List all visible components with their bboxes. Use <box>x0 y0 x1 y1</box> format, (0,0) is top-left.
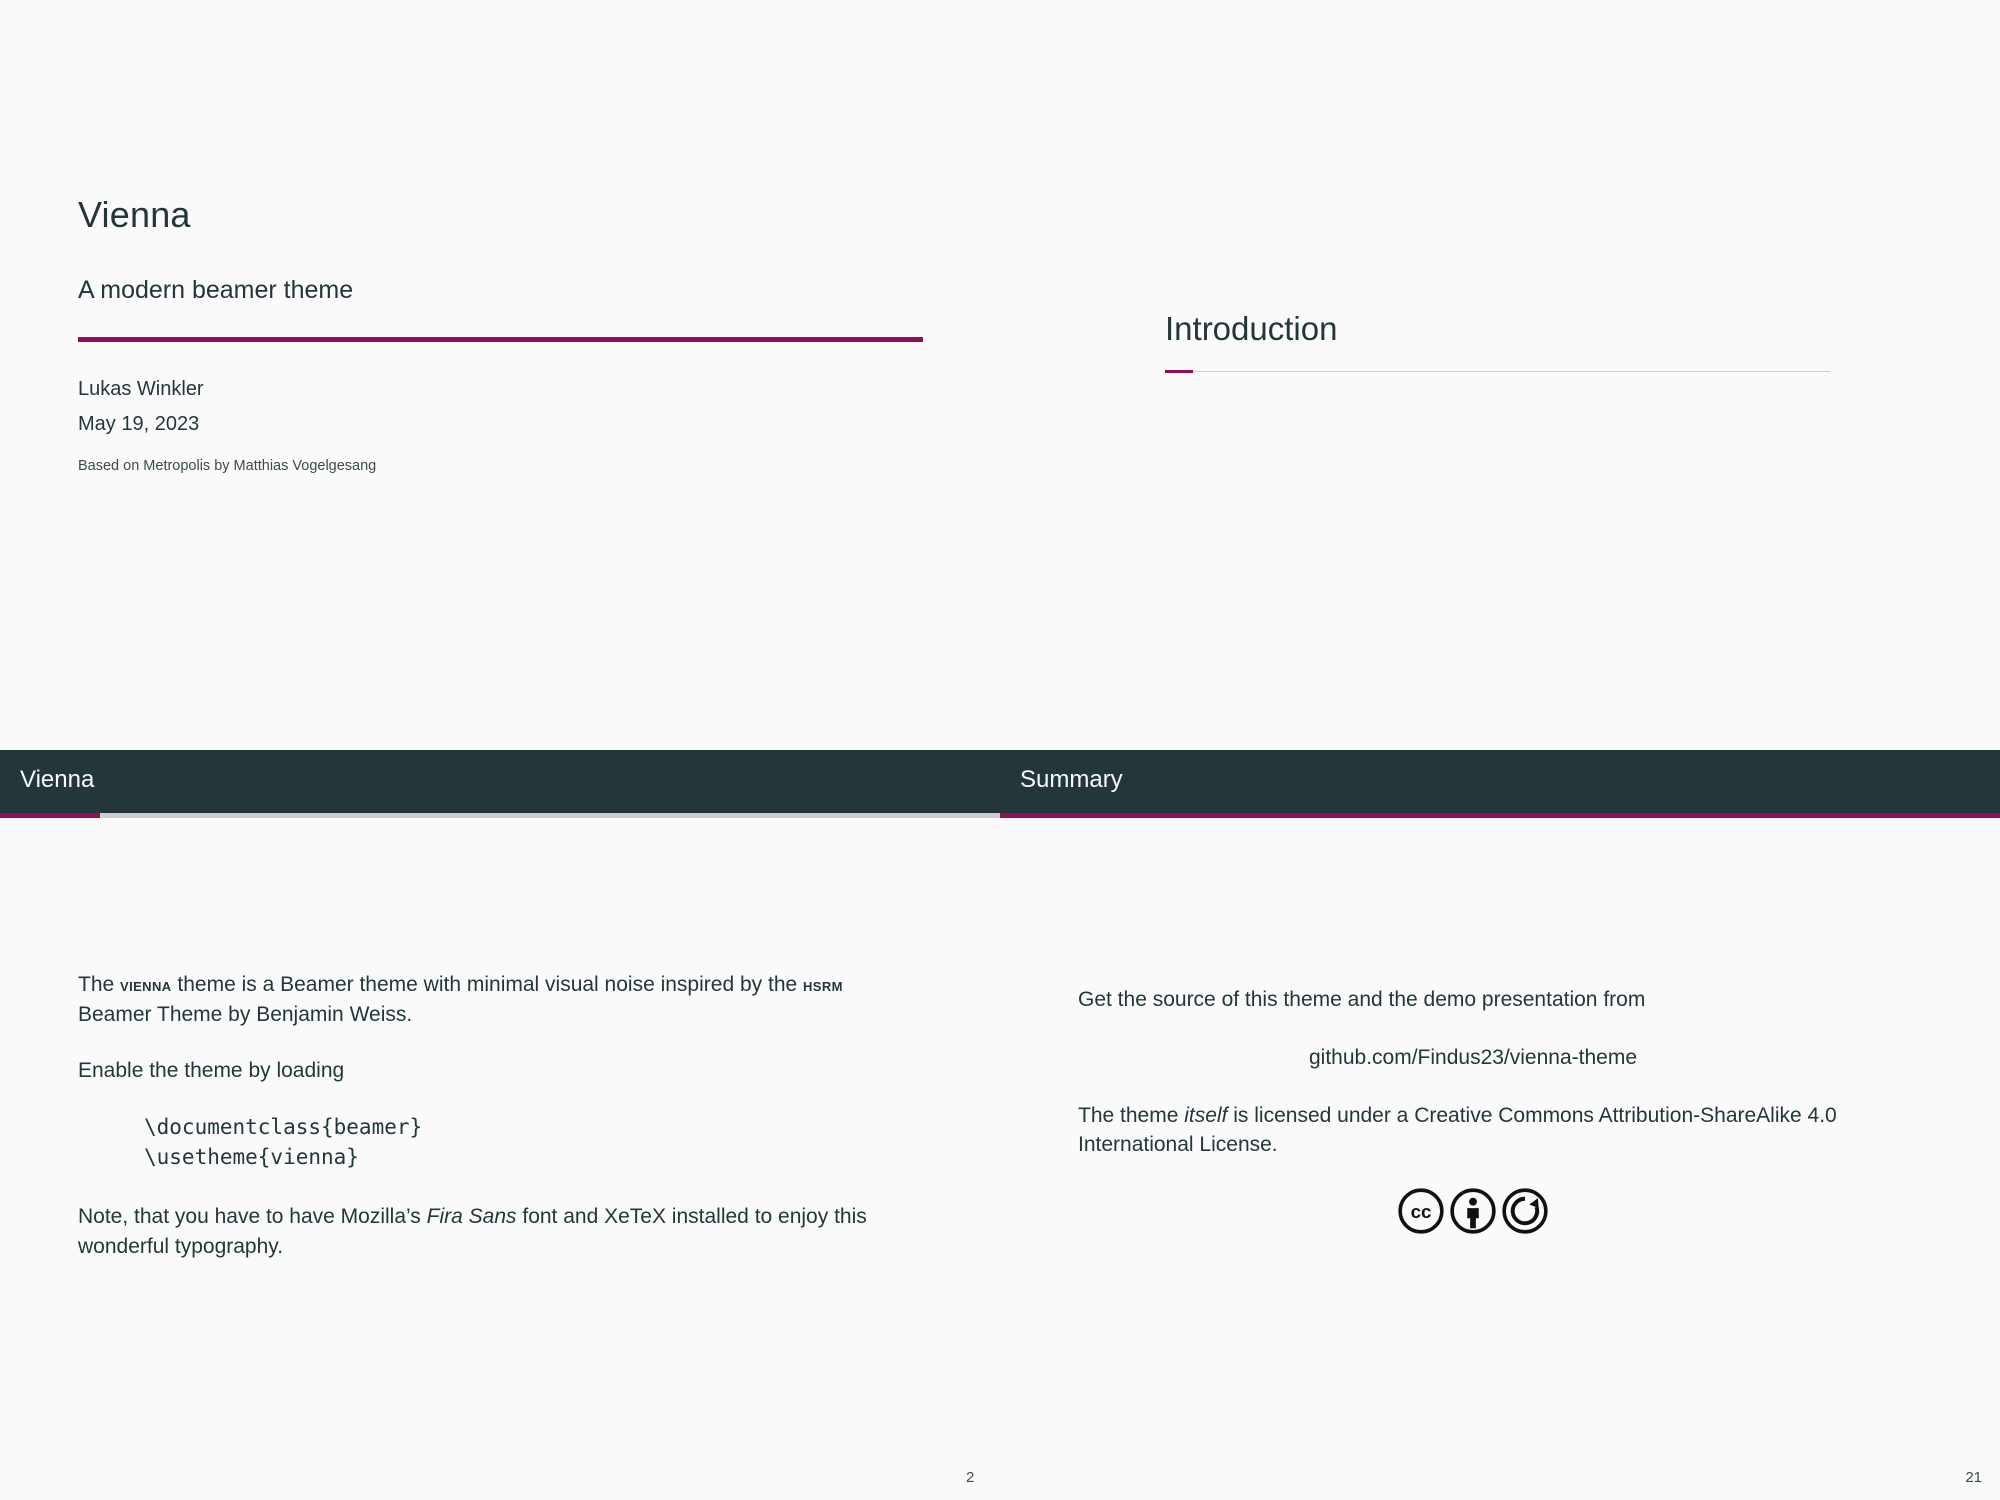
creative-commons-badge <box>1398 1188 1548 1234</box>
summary-body <box>1078 985 1868 1243</box>
presentation-title: Vienna <box>78 194 191 235</box>
presentation-note: Based on Metropolis by Matthias Vogelgesang <box>78 457 377 474</box>
frame-title-underline-summary <box>1000 813 2000 818</box>
summary-p2-part-a: The theme <box>1078 1103 1185 1127</box>
frame-title-bar-vienna <box>0 750 1000 813</box>
vienna-p3-part-b: font and XeTeX installed to enjoy this wonderful typography. <box>78 1205 867 1259</box>
presentation-subtitle: A modern beamer theme <box>78 275 354 304</box>
page-number-summary: 21 <box>1965 1469 1982 1486</box>
page-number-vienna: 2 <box>966 1469 975 1486</box>
title-accent-rule <box>78 337 923 342</box>
vienna-code-block <box>78 1112 868 1173</box>
vienna-paragraph-3 <box>78 1202 868 1262</box>
vienna-p3-part-a: Note, that you have to have Mozilla’s <box>78 1205 427 1229</box>
hsrm-name: hsrm <box>803 975 843 996</box>
frame-title-summary: Summary <box>1020 766 1123 793</box>
cc-icon <box>1398 1188 1444 1234</box>
section-rule-grey <box>1165 371 1830 372</box>
summary-source-link[interactable]: github.com/Findus23/vienna-theme <box>1308 1045 1638 1069</box>
summary-paragraph-1: Get the source of this theme and the demo presentation from <box>1078 988 1646 1011</box>
fira-sans-emphasis: Fira Sans <box>426 1205 517 1229</box>
summary-p2-part-b: is licensed under a Creative Commons Attribution-ShareAlike 4.0 International License. <box>1078 1103 1837 1157</box>
slide-section-introduction <box>1000 0 2000 750</box>
cc-by-icon <box>1450 1188 1496 1234</box>
code-line-2: \usetheme{vienna} <box>144 1145 359 1170</box>
section-rule <box>1165 370 1830 373</box>
slide-title <box>0 0 1000 750</box>
vienna-paragraph-1 <box>78 970 868 1030</box>
section-block <box>1165 310 1865 373</box>
slide-summary <box>1000 750 2000 1500</box>
vienna-p1-part-a: The <box>78 973 121 996</box>
section-rule-accent <box>1165 370 1193 373</box>
presentation-date: May 19, 2023 <box>78 412 200 435</box>
itself-emphasis: itself <box>1184 1103 1228 1127</box>
summary-paragraph-2 <box>1078 1101 1868 1161</box>
vienna-theme-name: vienna <box>120 975 172 996</box>
vienna-body <box>78 970 868 1288</box>
frame-title-underline-vienna <box>0 813 1000 818</box>
title-block <box>78 195 923 474</box>
svg-text:cc: cc <box>1410 1201 1432 1223</box>
cc-sa-icon <box>1502 1188 1548 1234</box>
code-line-1: \documentclass{beamer} <box>144 1114 423 1139</box>
vienna-p1-part-c: Beamer Theme by Benjamin Weiss. <box>78 1002 413 1026</box>
underline-accent-segment <box>0 813 100 818</box>
frame-title-vienna: Vienna <box>20 766 95 793</box>
underline-grey-segment <box>100 813 1000 818</box>
vienna-paragraph-2: Enable the theme by loading <box>78 1058 345 1082</box>
license-badge-row <box>1078 1188 1868 1243</box>
frame-title-bar-summary <box>1000 750 2000 813</box>
vienna-p1-part-b: theme is a Beamer theme with minimal visual noise inspired by the <box>171 973 804 996</box>
presentation-author: Lukas Winkler <box>78 377 204 400</box>
section-title: Introduction <box>1165 310 1338 347</box>
slide-vienna <box>0 750 1000 1500</box>
